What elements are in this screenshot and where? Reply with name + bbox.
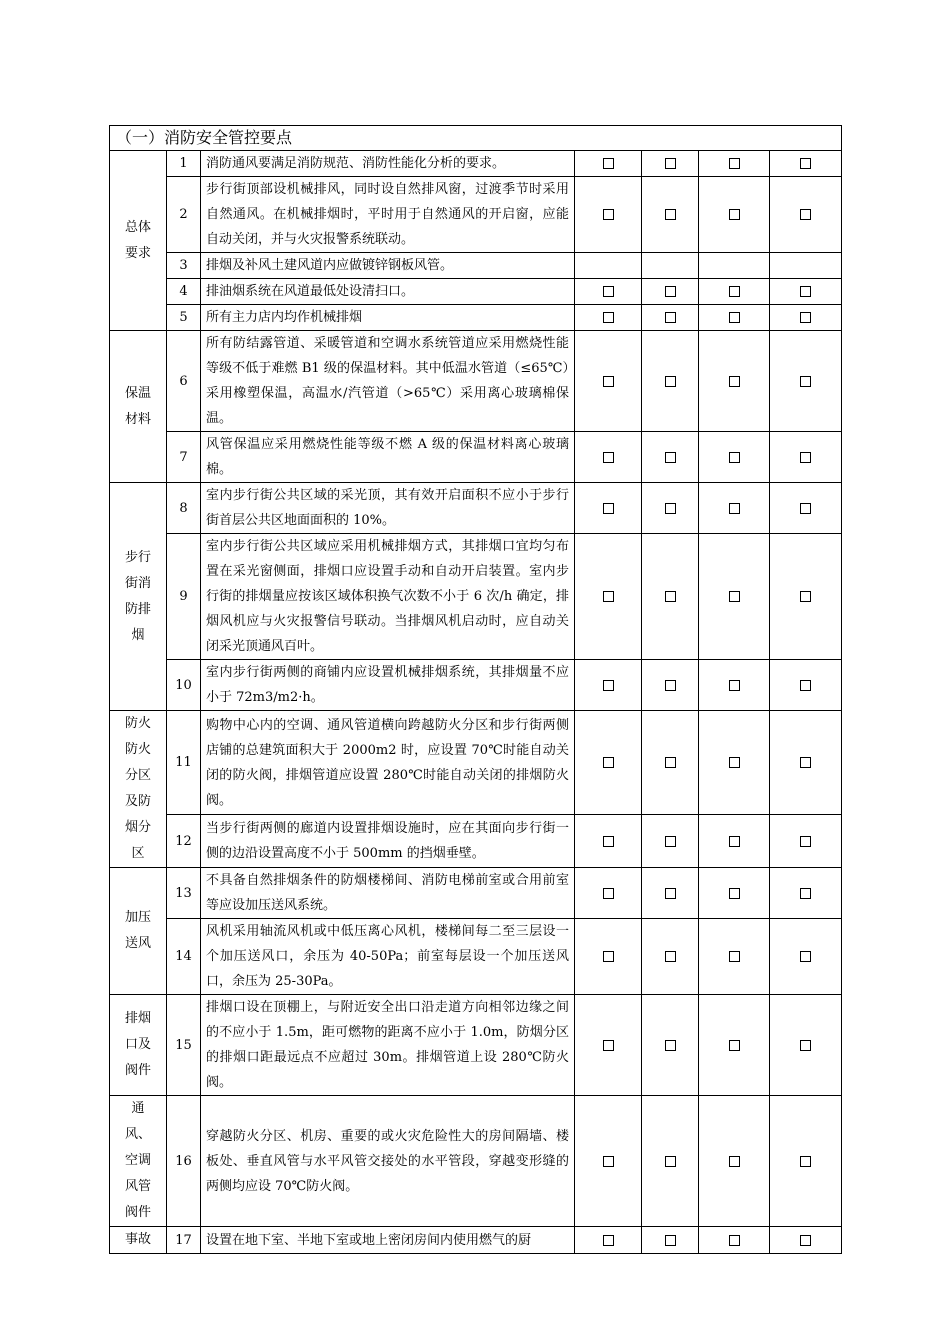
checkbox[interactable] xyxy=(729,312,740,323)
checkbox[interactable] xyxy=(800,1235,811,1246)
checkbox[interactable] xyxy=(665,503,676,514)
row-number: 17 xyxy=(167,1227,201,1254)
row-text: 步行街顶部设机械排风，同时设自然排风窗，过渡季节时采用自然通风。在机械排烟时，平时用于自然通风的开启窗，应能自动关闭，并与火灾报警系统联动。 xyxy=(201,177,575,253)
check-cell[interactable] xyxy=(699,1096,770,1227)
check-cell[interactable] xyxy=(770,660,842,711)
check-cell[interactable] xyxy=(642,995,699,1096)
check-cell[interactable] xyxy=(575,432,642,483)
check-cell[interactable] xyxy=(642,483,699,534)
check-cell[interactable] xyxy=(575,305,642,331)
category-cell: 保温材料 xyxy=(110,331,167,483)
row-number: 2 xyxy=(167,177,201,253)
check-cell[interactable] xyxy=(770,432,842,483)
row-text: 室内步行街公共区域应采用机械排烟方式，其排烟口宜均匀布置在采光窗侧面，排烟口应设置手动和自动开启装置。室内步行街的排烟量应按该区域体积换气次数不小于 6 次/h 确定，排烟风机应与火灾报警信号联动。当排烟风机启动时，应自动关闭采光顶通风百叶。 xyxy=(201,534,575,660)
check-cell[interactable] xyxy=(770,483,842,534)
table-row xyxy=(110,995,842,1096)
row-text: 风管保温应采用燃烧性能等级不燃 A 级的保温材料离心玻璃棉。 xyxy=(201,432,575,483)
check-cell[interactable] xyxy=(575,483,642,534)
table-row xyxy=(110,151,842,177)
check-cell[interactable] xyxy=(770,1096,842,1227)
checkbox[interactable] xyxy=(603,1235,614,1246)
checkbox[interactable] xyxy=(729,503,740,514)
check-cell[interactable] xyxy=(770,868,842,919)
row-text: 室内步行街公共区域的采光顶，其有效开启面积不应小于步行街首层公共区地面面积的 10%。 xyxy=(201,483,575,534)
row-number: 8 xyxy=(167,483,201,534)
table-row xyxy=(110,331,842,432)
check-cell[interactable] xyxy=(575,660,642,711)
table-row xyxy=(110,660,842,711)
row-number: 15 xyxy=(167,995,201,1096)
check-cell xyxy=(770,253,842,279)
check-cell[interactable] xyxy=(575,331,642,432)
check-cell[interactable] xyxy=(575,711,642,815)
checkbox[interactable] xyxy=(729,452,740,463)
check-cell[interactable] xyxy=(770,331,842,432)
checkbox[interactable] xyxy=(729,836,740,847)
checkbox[interactable] xyxy=(729,286,740,297)
category-cell: 通风、空调风管阀件 xyxy=(110,1096,167,1227)
check-cell[interactable] xyxy=(699,660,770,711)
category-cell: 步行街消防排烟 xyxy=(110,483,167,711)
check-cell[interactable] xyxy=(575,919,642,995)
row-number: 5 xyxy=(167,305,201,331)
checkbox[interactable] xyxy=(729,591,740,602)
check-cell[interactable] xyxy=(770,995,842,1096)
checkbox[interactable] xyxy=(665,158,676,169)
check-cell[interactable] xyxy=(770,151,842,177)
checkbox[interactable] xyxy=(800,286,811,297)
checkbox[interactable] xyxy=(800,757,811,768)
checkbox[interactable] xyxy=(603,312,614,323)
checkbox[interactable] xyxy=(800,312,811,323)
check-cell[interactable] xyxy=(575,1096,642,1227)
check-cell[interactable] xyxy=(770,1227,842,1254)
checkbox[interactable] xyxy=(729,888,740,899)
check-cell[interactable] xyxy=(699,711,770,815)
check-cell[interactable] xyxy=(642,534,699,660)
checkbox[interactable] xyxy=(800,209,811,220)
table-row xyxy=(110,279,842,305)
check-cell[interactable] xyxy=(770,711,842,815)
section-title: （一）消防安全管控要点 xyxy=(110,126,842,151)
table-row xyxy=(110,253,842,279)
row-text: 设置在地下室、半地下室或地上密闭房间内使用燃气的厨 xyxy=(201,1227,575,1254)
checkbox[interactable] xyxy=(800,1040,811,1051)
checkbox[interactable] xyxy=(729,680,740,691)
row-number: 9 xyxy=(167,534,201,660)
checkbox[interactable] xyxy=(665,951,676,962)
checkbox[interactable] xyxy=(800,951,811,962)
check-cell[interactable] xyxy=(575,1227,642,1254)
category-cell: 事故 xyxy=(110,1227,167,1254)
row-text: 不具备自然排烟条件的防烟楼梯间、消防电梯前室或合用前室等应设加压送风系统。 xyxy=(201,868,575,919)
check-cell[interactable] xyxy=(699,331,770,432)
checkbox[interactable] xyxy=(603,209,614,220)
check-cell[interactable] xyxy=(770,279,842,305)
check-cell[interactable] xyxy=(642,305,699,331)
check-cell[interactable] xyxy=(575,279,642,305)
checkbox[interactable] xyxy=(603,680,614,691)
section-title-row xyxy=(110,126,842,151)
checkbox[interactable] xyxy=(603,376,614,387)
table-row xyxy=(110,1096,842,1227)
check-cell[interactable] xyxy=(642,660,699,711)
category-cell: 总体要求 xyxy=(110,151,167,331)
row-number: 3 xyxy=(167,253,201,279)
row-text: 排烟口设在顶棚上，与附近安全出口沿走道方向相邻边缘之间的不应小于 1.5m，距可燃物的距离不应小于 1.0m，防烟分区的排烟口距最远点不应超过 30m。排烟管道上设 280℃防火阀。 xyxy=(201,995,575,1096)
check-cell[interactable] xyxy=(770,815,842,868)
row-text: 室内步行街两侧的商铺内应设置机械排烟系统，其排烟量不应小于 72m3/m2·h。 xyxy=(201,660,575,711)
table-row xyxy=(110,711,842,815)
check-cell xyxy=(699,253,770,279)
checkbox[interactable] xyxy=(729,1156,740,1167)
checkbox[interactable] xyxy=(665,757,676,768)
check-cell[interactable] xyxy=(699,177,770,253)
checkbox[interactable] xyxy=(729,951,740,962)
checkbox[interactable] xyxy=(729,757,740,768)
check-cell[interactable] xyxy=(699,995,770,1096)
checkbox[interactable] xyxy=(665,1235,676,1246)
row-text: 当步行街两侧的廊道内设置排烟设施时，应在其面向步行街一侧的边沿设置高度不小于 500mm 的挡烟垂壁。 xyxy=(201,815,575,868)
checkbox[interactable] xyxy=(665,591,676,602)
check-cell[interactable] xyxy=(575,995,642,1096)
check-cell[interactable] xyxy=(770,534,842,660)
checkbox[interactable] xyxy=(665,312,676,323)
checkbox[interactable] xyxy=(665,452,676,463)
checkbox[interactable] xyxy=(800,503,811,514)
check-cell[interactable] xyxy=(642,868,699,919)
category-cell: 加压送风 xyxy=(110,868,167,995)
row-number: 11 xyxy=(167,711,201,815)
check-cell[interactable] xyxy=(642,815,699,868)
table-row xyxy=(110,868,842,919)
check-cell[interactable] xyxy=(770,177,842,253)
row-text: 排烟及补风土建风道内应做镀锌钢板风管。 xyxy=(201,253,575,279)
checkbox[interactable] xyxy=(800,591,811,602)
category-cell: 排烟口及阀件 xyxy=(110,995,167,1096)
row-number: 1 xyxy=(167,151,201,177)
check-cell xyxy=(575,253,642,279)
table-row xyxy=(110,177,842,253)
check-cell[interactable] xyxy=(699,483,770,534)
checkbox[interactable] xyxy=(665,376,676,387)
check-cell[interactable] xyxy=(642,919,699,995)
row-text: 购物中心内的空调、通风管道横向跨越防火分区和步行街两侧店铺的总建筑面积大于 2000m2 时，应设置 70℃时能自动关闭的防火阀，排烟管道应设置 280℃时能自动关闭的排烟防火阀。 xyxy=(201,711,575,815)
checkbox[interactable] xyxy=(800,452,811,463)
check-cell[interactable] xyxy=(642,279,699,305)
row-number: 7 xyxy=(167,432,201,483)
checkbox[interactable] xyxy=(603,1040,614,1051)
checkbox[interactable] xyxy=(729,209,740,220)
checkbox[interactable] xyxy=(800,836,811,847)
checkbox[interactable] xyxy=(665,680,676,691)
check-cell[interactable] xyxy=(575,177,642,253)
row-text: 所有防结露管道、采暖管道和空调水系统管道应采用燃烧性能等级不低于难燃 B1 级的保温材料。其中低温水管道（≤65℃）采用橡塑保温，高温水/汽管道（>65℃）采用离心玻璃棉保温。 xyxy=(201,331,575,432)
category-cell: 防火防火分区及防烟分区 xyxy=(110,711,167,868)
check-cell[interactable] xyxy=(642,432,699,483)
checkbox[interactable] xyxy=(665,888,676,899)
check-cell[interactable] xyxy=(699,919,770,995)
checkbox[interactable] xyxy=(603,757,614,768)
row-number: 16 xyxy=(167,1096,201,1227)
check-cell[interactable] xyxy=(642,1096,699,1227)
checkbox[interactable] xyxy=(603,286,614,297)
table-row xyxy=(110,1227,842,1254)
check-cell[interactable] xyxy=(699,1227,770,1254)
checkbox[interactable] xyxy=(729,1040,740,1051)
checkbox[interactable] xyxy=(729,1235,740,1246)
check-cell[interactable] xyxy=(699,534,770,660)
checkbox[interactable] xyxy=(603,591,614,602)
row-text: 穿越防火分区、机房、重要的或火灾危险性大的房间隔墙、楼板处、垂直风管与水平风管交接处的水平管段，穿越变形缝的两侧均应设 70℃防火阀。 xyxy=(201,1096,575,1227)
row-text: 排油烟系统在风道最低处设清扫口。 xyxy=(201,279,575,305)
checkbox[interactable] xyxy=(603,951,614,962)
checkbox[interactable] xyxy=(800,680,811,691)
check-cell[interactable] xyxy=(699,432,770,483)
checkbox[interactable] xyxy=(603,836,614,847)
check-cell[interactable] xyxy=(699,868,770,919)
row-text: 风机采用轴流风机或中低压离心风机，楼梯间每二至三层设一个加压送风口，余压为 40-50Pa；前室每层设一个加压送风口，余压为 25-30Pa。 xyxy=(201,919,575,995)
check-cell[interactable] xyxy=(770,305,842,331)
checkbox[interactable] xyxy=(665,286,676,297)
checkbox[interactable] xyxy=(665,209,676,220)
checkbox[interactable] xyxy=(800,158,811,169)
row-number: 4 xyxy=(167,279,201,305)
checkbox[interactable] xyxy=(800,376,811,387)
check-cell[interactable] xyxy=(699,815,770,868)
checkbox[interactable] xyxy=(603,452,614,463)
row-text: 所有主力店内均作机械排烟 xyxy=(201,305,575,331)
check-cell[interactable] xyxy=(575,534,642,660)
table-row xyxy=(110,919,842,995)
row-number: 6 xyxy=(167,331,201,432)
table-row xyxy=(110,305,842,331)
check-cell[interactable] xyxy=(699,151,770,177)
check-cell[interactable] xyxy=(642,711,699,815)
table-row xyxy=(110,815,842,868)
check-cell[interactable] xyxy=(575,815,642,868)
row-number: 10 xyxy=(167,660,201,711)
row-number: 12 xyxy=(167,815,201,868)
check-cell[interactable] xyxy=(642,151,699,177)
checkbox[interactable] xyxy=(603,888,614,899)
check-cell xyxy=(642,253,699,279)
row-text: 消防通风要满足消防规范、消防性能化分析的要求。 xyxy=(201,151,575,177)
checkbox[interactable] xyxy=(800,1156,811,1167)
checkbox[interactable] xyxy=(603,158,614,169)
check-cell[interactable] xyxy=(642,331,699,432)
check-cell[interactable] xyxy=(642,1227,699,1254)
check-cell[interactable] xyxy=(770,919,842,995)
checkbox[interactable] xyxy=(665,1156,676,1167)
check-cell[interactable] xyxy=(699,305,770,331)
table-row xyxy=(110,483,842,534)
checkbox[interactable] xyxy=(729,158,740,169)
check-cell[interactable] xyxy=(575,151,642,177)
row-number: 14 xyxy=(167,919,201,995)
check-cell[interactable] xyxy=(699,279,770,305)
checkbox[interactable] xyxy=(603,503,614,514)
checkbox[interactable] xyxy=(603,1156,614,1167)
table-row xyxy=(110,432,842,483)
checkbox[interactable] xyxy=(665,836,676,847)
table-row xyxy=(110,534,842,660)
checklist-table xyxy=(109,125,842,1254)
check-cell[interactable] xyxy=(642,177,699,253)
checkbox[interactable] xyxy=(665,1040,676,1051)
row-number: 13 xyxy=(167,868,201,919)
check-cell[interactable] xyxy=(575,868,642,919)
checkbox[interactable] xyxy=(729,376,740,387)
checkbox[interactable] xyxy=(800,888,811,899)
